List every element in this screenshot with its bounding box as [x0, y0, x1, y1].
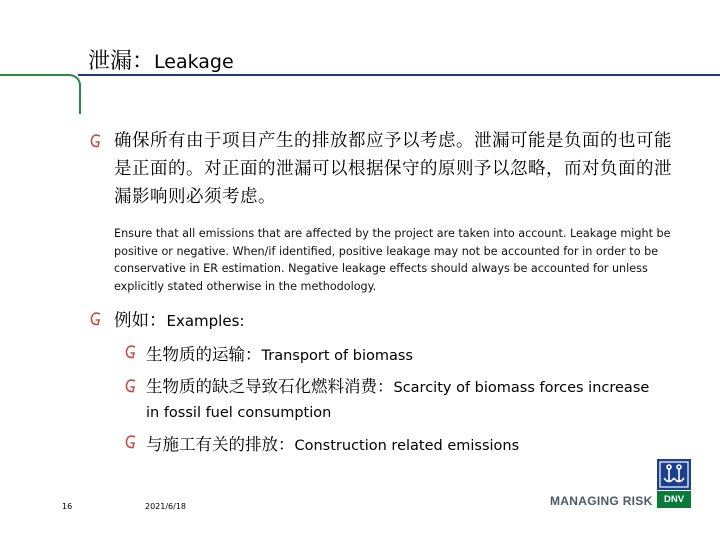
- example-item: [146, 431, 519, 455]
- slide-title: [88, 44, 234, 75]
- bullet-icon: [89, 133, 103, 149]
- example-zh: 生物质的缺乏导致石化燃料消费：: [146, 377, 394, 396]
- bullet-icon: [124, 378, 138, 394]
- page-number: 16: [62, 502, 73, 511]
- example-en: Scarcity of biomass forces increase in fossil fuel consumption: [146, 380, 650, 421]
- slide-title-zh: 泄漏：: [88, 49, 155, 74]
- bullet-icon: [89, 311, 103, 327]
- bullet2-en: Examples:: [166, 312, 245, 330]
- logo-emblem-icon: [657, 459, 691, 490]
- example-en: Construction related emissions: [294, 438, 520, 454]
- bullet2-zh: 例如：: [114, 311, 167, 331]
- bullet-icon: [124, 434, 138, 450]
- title-rule: [0, 74, 720, 114]
- tagline: MANAGING RISK: [550, 494, 653, 508]
- logo-wordmark: DNV: [657, 491, 691, 508]
- example-item: [146, 341, 413, 365]
- footer-date: 2021/6/18: [145, 502, 187, 511]
- bullet1-zh: 确保所有由于项目产生的排放都应予以考虑。泄漏可能是负面的也可能是正面的。对正面的泄漏可以根据保守的原则予以忽略，而对负面的泄漏影响则必须考虑。: [114, 131, 672, 207]
- example-zh: 生物质的运输：: [146, 345, 262, 364]
- example-en: Transport of biomass: [261, 348, 413, 364]
- bullet-icon: [124, 344, 138, 360]
- example-item: [146, 375, 666, 425]
- bullet2: [114, 307, 244, 332]
- slide-title-en: Leakage: [154, 51, 234, 73]
- bullet1-en: Ensure that all emissions that are affected by the project are taken into account. Leakage might be positive or negative. When/if identified, positive leakage may not be accounted for in order to be conservative in ER estimation. Negative leakage effects should always be accounted for unless explicitly stated otherwise in the methodology.: [114, 227, 671, 293]
- example-zh: 与施工有关的排放：: [146, 435, 295, 454]
